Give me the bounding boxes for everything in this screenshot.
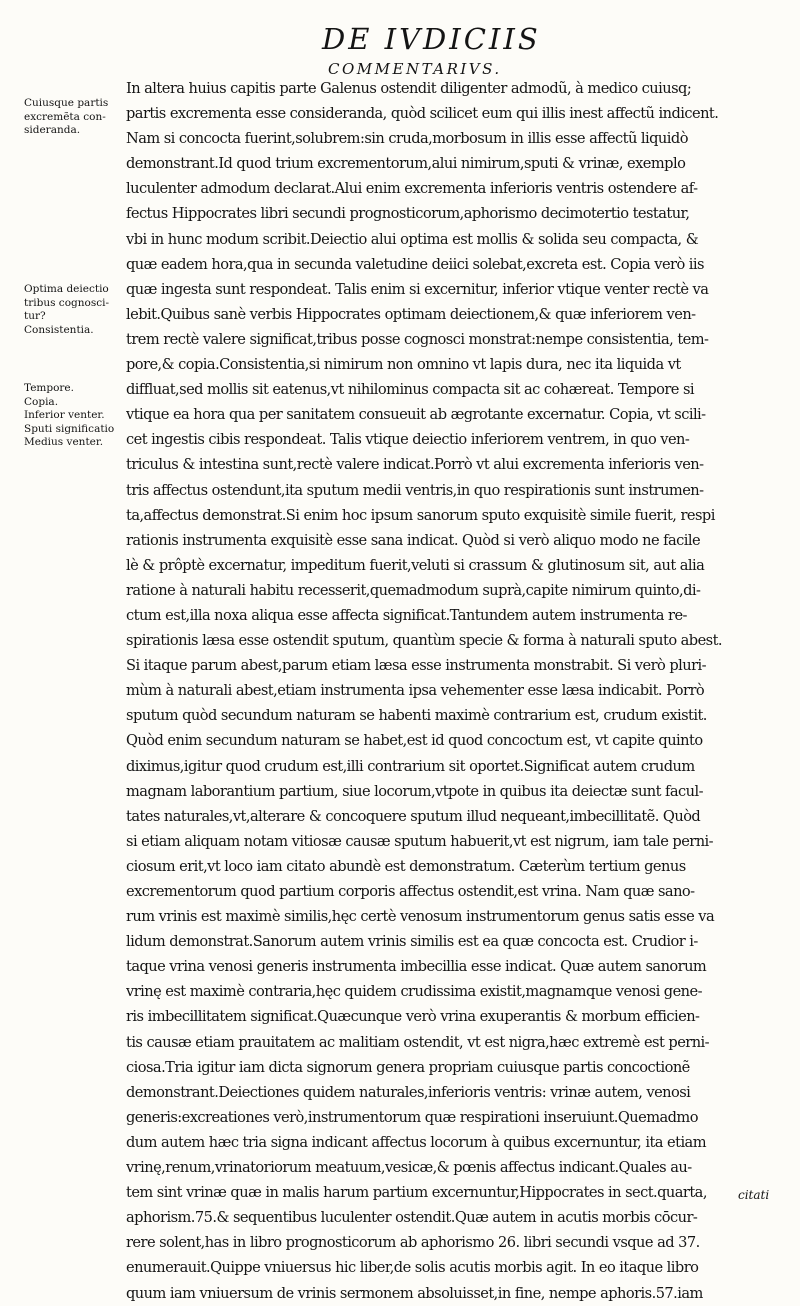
running-head: DE IVDICIIS [322, 22, 541, 56]
margin-note-line: Inferior venter. [24, 409, 105, 421]
margin-note-line: tribus cognosci- [24, 296, 109, 309]
text-line: diffluat,sed mollis sit eatenus,vt nihilominus compacta sit ac cohæreat. Tempore si [126, 381, 695, 399]
text-line: lidum demonstrat.Sanorum autem vrinis similis est ea quæ concocta est. Crudior i- [126, 933, 698, 951]
text-line: tis causæ etiam prauitatem ac malitiam ostendit, vt est nigra,hæc extremè est perni- [126, 1033, 710, 1051]
text-line: In altera huius capitis parte Galenus ostendit diligenter admodũ, à medico cuiusq; [126, 80, 692, 97]
text-line: Si itaque parum abest,parum etiam læsa esse instrumenta monstrabit. Si verò pluri- [126, 657, 707, 675]
text-line: lè & prôptè excernatur, impeditum fuerit,veluti si crassum & glutinosum sit, aut alia [126, 556, 705, 574]
catchword: citati [738, 1188, 770, 1202]
text-line: Quòd enim secundum naturam se habet,est id quod concoctum est, vt capite quinto [126, 732, 703, 750]
text-line: demonstrant.Id quod trium excrementorum,alui nimirum,sputi & vrinæ, exemplo [126, 155, 686, 173]
margin-note-line: Cuiusque partis [24, 97, 109, 109]
text-line: ris imbecillitatem significat.Quæcunque verò vrina exuperantis & morbum efficien- [126, 1008, 700, 1026]
body-text [126, 76, 776, 1306]
text-line: partis excrementa esse consideranda, quòd scilicet eum qui illis inest affectũ indicent. [126, 105, 719, 123]
text-line: quæ eadem hora,qua in secunda valetudine deiici solebat,excreta est. Copia verò iis [126, 255, 704, 273]
text-line: pore,& copia.Consistentia,si nimirum non omnino vt lapis dura, nec ita liquida vt [126, 356, 681, 374]
text-line: dum autem hæc tria signa indicant affectus locorum à quibus excernuntur, ita etiam [126, 1133, 706, 1151]
text-line: mùm à naturali abest,etiam instrumenta ipsa vehementer esse læsa indicabit. Porrò [126, 682, 705, 700]
text-line: diximus,igitur quod crudum est,illi contrarium sit oportet.Significat autem crudum [126, 757, 695, 775]
text-line: cet ingestis cibis respondeat. Talis vtique deiectio inferiorem ventrem, in quo ven- [126, 431, 690, 449]
margin-note-line: Sputi significatio [24, 422, 115, 435]
margin-note-line: sideranda. [24, 124, 81, 136]
text-line: ctum est,illa noxa aliqua esse affecta significat.Tantundem autem instrumenta re- [126, 606, 687, 624]
text-line: luculenter admodum declarat.Alui enim excrementa inferioris ventris ostendere af- [126, 180, 698, 198]
margin-note-line: Consistentia. [24, 323, 94, 336]
text-line: excrementorum quod partium corporis affectus ostendit,est vrina. Nam quæ sano- [126, 883, 695, 900]
text-line: ratione à naturali habitu recesserit,quemadmodum suprà,capite nimirum quinto,di- [126, 581, 701, 599]
margin-note [24, 382, 126, 450]
margin-note-line: Copia. [24, 395, 59, 408]
margin-note-line: Tempore. [24, 382, 74, 394]
text-line: rere solent,has in libro prognosticorum ab aphorismo 26. libri secundi vsque ad 37. [126, 1234, 700, 1252]
text-line: taque vrina venosi generis instrumenta imbecillia esse indicat. Quæ autem sanorum [126, 958, 707, 976]
text-line: tates naturales,vt,alterare & concoquere sputum illud nequeant,imbecillitatẽ. Quòd [126, 807, 701, 825]
text-line: sputum quòd secundum naturam se habenti maximè contrarium est, crudum existit. [126, 707, 707, 725]
text-line: ta,affectus demonstrat.Si enim hoc ipsum sanorum sputo exquisitè simile fuerit, respi [126, 506, 715, 524]
text-line: generis:excreationes verò,instrumentorum quæ respirationi inseruiunt.Quemadmo [126, 1108, 698, 1126]
text-line: tris affectus ostendunt,ita sputum medii ventris,in quo respirationis sunt instrumen- [126, 481, 704, 499]
text-line: tem sint vrinæ quæ in malis harum partium excernuntur,Hippocrates in sect.quarta, [126, 1184, 707, 1202]
text-line: enumerauit.Quippe vniuersus hic liber,de solis acutis morbis agit. In eo itaque libro [126, 1259, 699, 1277]
text-line: demonstrant.Deiectiones quidem naturales,inferioris ventris: vrinæ autem, venosi [126, 1083, 691, 1101]
text-line: vrinę,renum,vrinatoriorum meatuum,vesicæ,& pœnis affectus indicant.Quales au- [126, 1159, 692, 1177]
margin-note-line: Medius venter. [24, 436, 104, 448]
text-line: rum vrinis est maximè similis,hęc certè venosum instrumentorum genus satis esse va [126, 908, 715, 926]
text-line: ciosum erit,vt loco iam citato abundè est demonstratum. Cæterùm tertium genus [126, 857, 686, 875]
margin-note-line: excremẽta con- [24, 110, 106, 123]
text-line: vtique ea hora qua per sanitatem consueuit ab ægrotante excernatur. Copia, vt scili- [126, 406, 706, 424]
margin-note-line: Optima deiectio [24, 283, 109, 295]
text-line: si etiam aliquam notam vitiosæ causæ sputum habuerit,vt est nigrum, iam tale perni- [126, 832, 714, 850]
text-line: lebit.Quibus sanè verbis Hippocrates optimam deiectionem,& quæ inferiorem ven- [126, 305, 696, 323]
margin-note [24, 97, 126, 138]
text-line: quum iam vniuersum de vrinis sermonem absoluisset,in fine, nempe aphoris.57.iam [126, 1284, 703, 1302]
section-head: COMMENTARIVS. [328, 60, 502, 78]
text-line: vrinę est maximè contraria,hęc quidem crudissima existit,magnamque venosi gene- [126, 983, 702, 1001]
text-line: fectus Hippocrates libri secundi prognosticorum,aphorismo decimotertio testatur, [126, 205, 690, 223]
text-line: ciosa.Tria igitur iam dicta signorum genera propriam cuiusque partis concoctionẽ [126, 1058, 690, 1076]
text-line: spirationis læsa esse ostendit sputum, quantùm specie & forma à naturali sputo abest. [126, 632, 723, 650]
text-line: aphorism.75.& sequentibus luculenter ostendit.Quæ autem in acutis morbis cōcur- [126, 1209, 698, 1227]
text-line: vbi in hunc modum scribit.Deiectio alui optima est mollis & solida seu compacta, & [126, 230, 699, 248]
text-line: quæ ingesta sunt respondeat. Talis enim si excernitur, inferior vtique venter rectè va [126, 280, 709, 298]
text-line: Nam si concocta fuerint,solubrem:sin cruda,morbosum in illis esse affectũ liquidò [126, 130, 688, 148]
margin-note-line: tur? [24, 310, 46, 322]
text-line: trem rectè valere significat,tribus posse cognosci monstrat:nempe consistentia, tem- [126, 330, 709, 348]
text-line: triculus & intestina sunt,rectè valere indicat.Porrò vt alui excrementa inferioris ven- [126, 456, 704, 474]
text-line: rationis instrumenta exquisitè esse sana indicat. Quòd si verò aliquo modo ne facile [126, 531, 701, 549]
text-line: magnam laborantium partium, siue locorum,vtpote in quibus ita deiectæ sunt facul- [126, 782, 704, 800]
margin-note [24, 283, 126, 337]
